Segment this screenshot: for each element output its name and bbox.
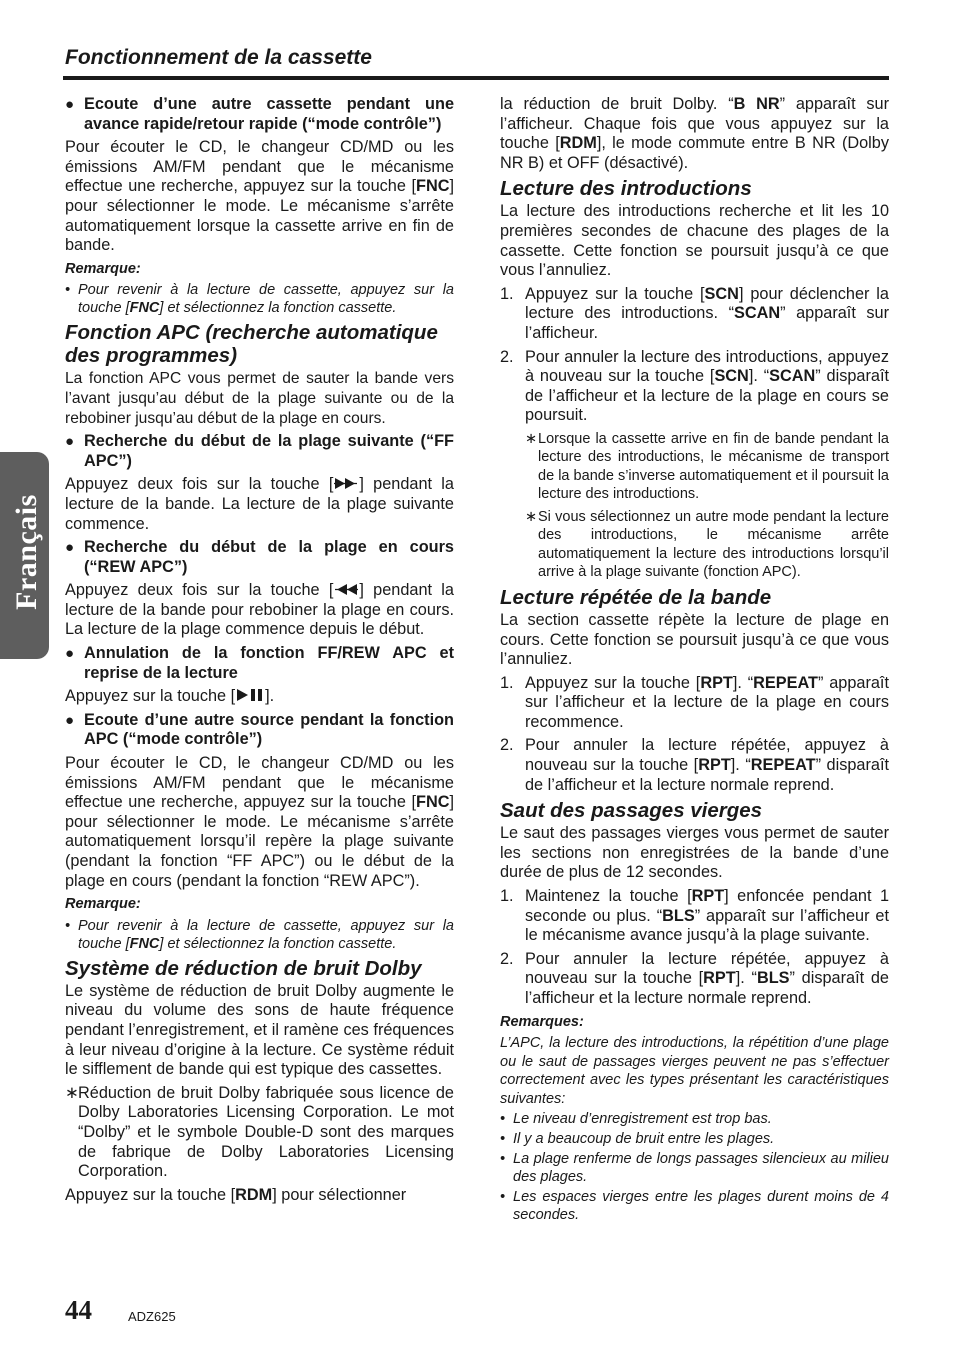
footnote: ∗ Si vous sélectionnez un autre mode pendant la lecture des introductions, le mécanisme arrête automatiquement la lecture des introductions lorsqu’il arrive à la plage suivante (fonction APC).: [525, 508, 889, 581]
paragraph: Appuyez deux fois sur la touche [ ] pendant la lecture de la bande pour rebobiner la plage en cours. La lecture de la plage commence depuis le début.: [65, 581, 454, 639]
rewind-icon: [333, 583, 359, 596]
subsection-heading: Lecture répétée de la bande: [500, 585, 772, 609]
paragraph: Le système de réduction de bruit Dolby augmente le niveau du volume des sons de haute fréquence pendant l’enregistrement, et il ramène ces fréquences à leur niveau d’origine à la lecture. Ce système réduit le sifflement de bande qui est typique des cassettes.: [65, 981, 454, 1079]
bullet-heading: ● Recherche du début de la plage suivante (“FF APC”): [65, 432, 454, 470]
footnote: ∗ Lorsque la cassette arrive en fin de bande pendant la lecture des introductions, le mécanisme de transport de la bande s’inverse automatiquement et il poursuit la lecture des introductions.: [525, 430, 889, 503]
paragraph: La fonction APC vous permet de sauter la bande vers l’avant jusqu’au début de la plage suivante ou de la rebobiner jusqu’au début de la plage en cours.: [65, 370, 454, 427]
remark-title: Remarque:: [65, 260, 141, 277]
paragraph: la réduction de bruit Dolby. “B NR” apparaît sur l’afficheur. Chaque fois que vous appuyez sur la touche [RDM], le mode commute entre B NR (Dolby NR B) et OFF (désactivé).: [500, 95, 889, 172]
language-tab-label: Français: [10, 494, 44, 610]
remarks-intro: L’APC, la lecture des introductions, la répétition d’une plage ou le saut de passages vierges peuvent ne pas s’effectuer correctement avec les types présentant les caractéristiques suivantes:: [500, 1035, 889, 1107]
right-column: [500, 95, 889, 1226]
remark-title: Remarque:: [65, 896, 141, 913]
paragraph: Appuyez deux fois sur la touche [ ] pendant la lecture de la bande. La lecture de la plage suivante commence.: [65, 475, 454, 533]
left-column: [65, 95, 454, 1209]
remark-item: • La plage renferme de longs passages silencieux au milieu des plages.: [500, 1151, 889, 1186]
paragraph: Le saut des passages vierges vous permet de sauter les sections non enregistrées de la bande d’une durée de plus de 12 secondes.: [500, 824, 889, 882]
bullet-icon: ●: [65, 711, 75, 729]
remark-item: • Le niveau d’enregistrement est trop bas.: [500, 1111, 772, 1128]
bullet-icon: ●: [65, 645, 75, 663]
section-title: Fonctionnement de la cassette: [65, 46, 372, 69]
numbered-step: 1. Appuyez sur la touche [RPT]. “REPEAT” apparaît sur l’afficheur et la lecture de la plage en cours recommence.: [500, 673, 889, 731]
footnote: ∗ Réduction de bruit Dolby fabriquée sous licence de Dolby Laboratories Licensing Corporation. Le mot “Dolby” et le symbole Double-D sont des marques de fabrique de Dolby Laboratories Licensing Corporation.: [65, 1083, 454, 1181]
remark-item: • Pour revenir à la lecture de cassette, appuyez sur la touche [FNC] et sélectionnez la fonction cassette.: [65, 282, 454, 317]
bullet-heading: ● Ecoute d’une autre source pendant la fonction APC (“mode contrôle”): [65, 710, 454, 749]
header-rule: [63, 76, 889, 80]
numbered-step: 2. Pour annuler la lecture des introductions, appuyez à nouveau sur la touche [SCN]. “SCAN” disparaît de l’afficheur et la lecture de la plage en cours se poursuit.: [500, 347, 889, 425]
paragraph: Pour écouter le CD, le changeur CD/MD ou les émissions AM/FM pendant que le mécanisme effectue une recherche, appuyez sur la touche [FNC] pour sélectionner le mode. Le mécanisme s’arrête automatiquement lorsque la cassette arrive en fin de bande.: [65, 138, 454, 255]
bullet-heading: ● Recherche du début de la plage en cours (“REW APC”): [65, 538, 454, 576]
numbered-step: 1. Maintenez la touche [RPT] enfoncée pendant 1 seconde ou plus. “BLS” apparaît sur l’afficheur et le mécanisme avance jusqu’à la plage suivante.: [500, 887, 889, 945]
model-code: ADZ625: [128, 1309, 176, 1324]
play-pause-icon: [235, 688, 265, 702]
asterisk-icon: ∗: [525, 508, 538, 525]
numbered-step: 1. Appuyez sur la touche [SCN] pour déclencher la lecture des introductions. “SCAN” apparaît sur l’afficheur.: [500, 284, 889, 342]
page-number: 44: [65, 1295, 92, 1325]
fast-forward-icon: [333, 477, 359, 490]
subsection-heading: Saut des passages vierges: [500, 799, 763, 823]
paragraph: La section cassette répète la lecture de plage en cours. Cette fonction se poursuit jusqu’à ce que vous l’annuliez.: [500, 610, 889, 669]
bullet-heading: ● Ecoute d’une autre cassette pendant une avance rapide/retour rapide (“mode contrôle”): [65, 95, 454, 133]
subsection-heading: Lecture des introductions: [500, 177, 752, 201]
asterisk-icon: ∗: [525, 430, 538, 447]
remark-item: • Les espaces vierges entre les plages durent moins de 4 secondes.: [500, 1189, 889, 1224]
bullet-icon: ●: [65, 539, 75, 557]
paragraph: La lecture des introductions recherche et lit les 10 premières secondes de chacune des plages de la cassette. Cette fonction se poursuit jusqu’à ce que vous l’annuliez.: [500, 202, 889, 280]
asterisk-icon: ∗: [65, 1083, 79, 1102]
numbered-step: 2. Pour annuler la lecture répétée, appuyez à nouveau sur la touche [RPT]. “BLS” disparaît de l’afficheur et la lecture normale reprend.: [500, 949, 889, 1007]
subsection-heading: Système de réduction de bruit Dolby: [65, 956, 422, 980]
paragraph: Pour écouter le CD, le changeur CD/MD ou les émissions AM/FM pendant que le mécanisme effectue une recherche, appuyez sur la touche [FNC] pour sélectionner le mode. Le mécanisme s’arrête automatiquement lorsqu’il repère la plage suivante (pendant la fonction “FF APC”) ou le début de la plage en cours (pendant la fonction “REW APC”).: [65, 754, 454, 890]
remark-item: • Pour revenir à la lecture de cassette, appuyez sur la touche [FNC] et sélectionnez la fonction cassette.: [65, 917, 454, 952]
bullet-icon: ●: [65, 96, 75, 113]
bullet-heading: ● Annulation de la fonction FF/REW APC et reprise de la lecture: [65, 644, 454, 682]
paragraph: Appuyez sur la touche [ ].: [65, 687, 275, 706]
numbered-step: 2. Pour annuler la lecture répétée, appuyez à nouveau sur la touche [RPT]. “REPEAT” disparaît de l’afficheur et la lecture normale reprend.: [500, 736, 889, 794]
remark-item: • Il y a beaucoup de bruit entre les plages.: [500, 1131, 775, 1148]
subsection-heading: Fonction APC (recherche automatique des programmes): [65, 321, 438, 368]
remarks-title: Remarques:: [500, 1013, 584, 1030]
paragraph: Appuyez sur la touche [RDM] pour sélectionner: [65, 1185, 407, 1204]
bullet-icon: ●: [65, 433, 75, 451]
